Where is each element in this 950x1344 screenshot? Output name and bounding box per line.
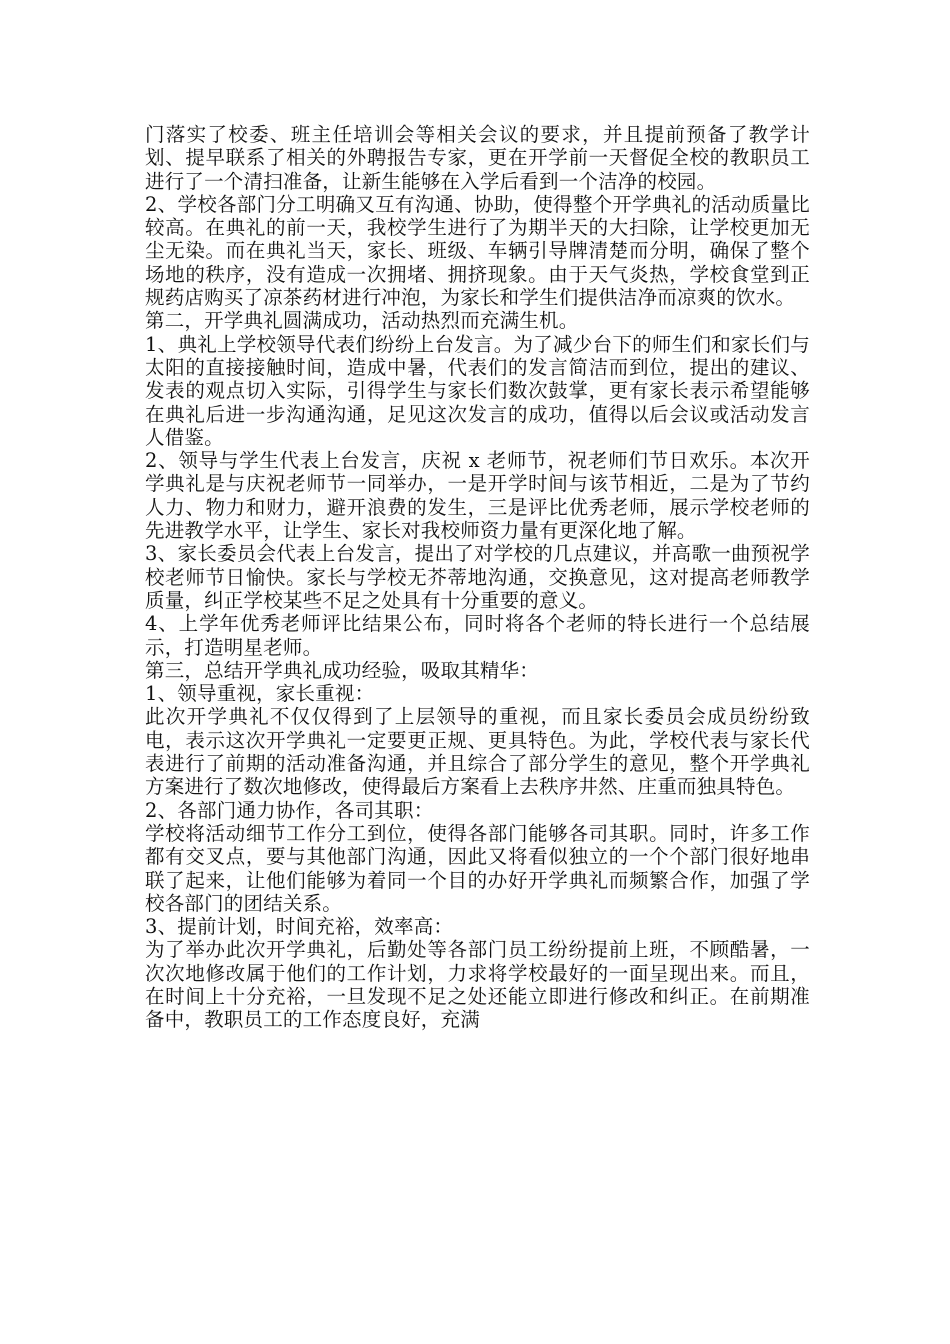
paragraph-5: 3、家长委员会代表上台发言，提出了对学校的几点建议，并高歌一曲预祝学校老师节日愉快。家长与学校无芥蒂地沟通，交换意见，这对提高老师教学质量，纠正学校某些不足之处具有十分重要的意义。 [145,542,810,612]
paragraph-3: 1、典礼上学校领导代表们纷纷上台发言。为了减少台下的师生们和家长们与太阳的直接接触时间，造成中暑，代表们的发言简洁而到位，提出的建议、发表的观点切入实际，引得学生与家长们数次鼓掌，更有家长表示希望能够在典礼后进一步沟通沟通，足见这次发言的成功，值得以后会议或活动发言人借鉴。 [145,332,810,449]
section-heading-2: 第二，开学典礼圆满成功，活动热烈而充满生机。 [145,309,579,333]
subheading-1: 1、领导重视，家长重视： [145,682,375,706]
subheading-3: 3、提前计划，时间充裕，效率高： [145,915,454,939]
section-heading-3: 第三，总结开学典礼成功经验，吸取其精华： [145,658,540,682]
paragraph-4: 2、领导与学生代表上台发言，庆祝 x 老师节，祝老师们节日欢乐。本次开学典礼是与庆祝老师节一同举办，一是开学时间与该节相近，二是为了节约人力、物力和财力，避开浪费的发生，三是评比优秀老师，展示学校老师的先进教学水平，让学生、家长对我校师资力量有更深化地了解。 [145,449,810,543]
document-body [145,123,810,1032]
paragraph-6: 4、上学年优秀老师评比结果公布，同时将各个老师的特长进行一个总结展示，打造明星老师。 [145,612,810,659]
subheading-2: 2、各部门通力协作，各司其职： [145,798,434,822]
paragraph-1: 门落实了校委、班主任培训会等相关会议的要求，并且提前预备了教学计划、提早联系了相关的外聘报告专家，更在开学前一天督促全校的教职员工进行了一个清扫准备，让新生能够在入学后看到一个洁净的校园。 [145,123,810,193]
paragraph-9: 为了举办此次开学典礼，后勤处等各部门员工纷纷提前上班，不顾酷暑，一次次地修改属于他们的工作计划，力求将学校最好的一面呈现出来。而且，在时间上十分充裕，一旦发现不足之处还能立即进行修改和纠正。在前期准备中，教职员工的工作态度良好，充满 [145,938,810,1032]
paragraph-8: 学校将活动细节工作分工到位，使得各部门能够各司其职。同时，许多工作都有交叉点，要与其他部门沟通，因此又将看似独立的一个个部门很好地串联了起来，让他们能够为着同一个目的办好开学典礼而频繁合作，加强了学校各部门的团结关系。 [145,821,810,915]
paragraph-7: 此次开学典礼不仅仅得到了上层领导的重视，而且家长委员会成员纷纷致电，表示这次开学典礼一定要更正规、更具特色。为此，学校代表与家长代表进行了前期的活动准备沟通，并且综合了部分学生的意见，整个开学典礼方案进行了数次地修改，使得最后方案看上去秩序井然、庄重而独具特色。 [145,705,810,799]
paragraph-2: 2、学校各部门分工明确又互有沟通、协助，使得整个开学典礼的活动质量比较高。在典礼的前一天，我校学生进行了为期半天的大扫除，让学校更加无尘无染。而在典礼当天，家长、班级、车辆引导牌清楚而分明，确保了整个场地的秩序，没有造成一次拥堵、拥挤现象。由于天气炎热，学校食堂到正规药店购买了凉茶药材进行冲泡，为家长和学生们提供洁净而凉爽的饮水。 [145,192,810,310]
